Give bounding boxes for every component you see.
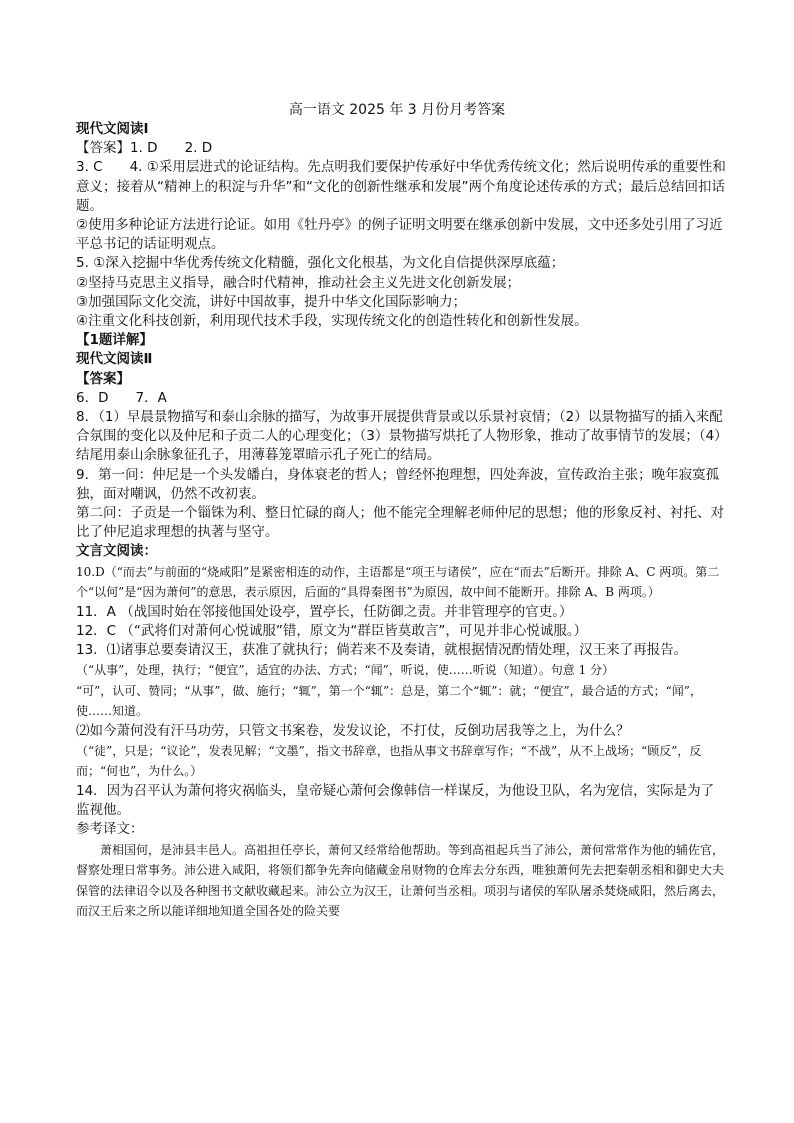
text-line: （“从事”，处理，执行；“便宜”，适宜的办法、方式；“闻”，听说，使……听说（知道）。句意 1 分） <box>76 663 615 678</box>
text-line: 10.D（“而去”与前面的“烧咸阳”是紧密相连的动作，主语都是“项王与诸侯”，应在“而去”后断开。排除 A、C 两项。第二个“以何”是“因为萧何”的意思，表示原因，后面的“具得秦图书”为原因，故中间不能断开。排除 A、B 两项。） <box>76 564 720 600</box>
text-line: 萧相国何，是沛县丰邑人。高祖担任亭长，萧何又经常给他帮助。等到高祖起兵当了沛公，萧何常常作为他的辅佐官，督察处理日常事务。沛公进入咸阳，将领们都争先奔向储藏金帛财物的仓库去分东西，唯独萧何先去把秦朝丞相和御史大夫保管的法律诏令以及各种图书文献收藏起来。沛公立为汉王，让萧何当丞相。项羽与诸侯的军队屠杀焚烧咸阳，然后离去，而汉王后来之所以能详细地知道全国各处的险关要 <box>76 842 725 919</box>
text-line: 现代文阅读Ⅱ <box>76 351 153 368</box>
text-line: 文言文阅读： <box>76 543 157 560</box>
text-line: 8．（1）早晨景物描写和泰山余脉的描写，为故事开展提供背景或以乐景衬哀情；（2）以景物描写的插入来配合氛围的变化以及仲尼和子贡二人的心理变化；（3）景物描写烘托了人物形象，推动了故事情节的发展；（4）结尾用泰山余脉象征孔子，用薄暮笼罩暗示孔子死亡的结局。 <box>76 409 723 464</box>
text-line: “可”，认可、赞同；“从事”，做、施行；“辄”，第一个“辄”：总是，第二个“辄”：就；“便宜”，最合适的方式；“闻”，使……知道。 <box>76 683 702 719</box>
text-line: 【答案】1. D 2. D <box>76 140 213 157</box>
text-line: 【答案】 <box>76 370 130 387</box>
document-title: 高一语文 2025 年 3 月份月考答案 <box>288 102 506 118</box>
document-body <box>76 120 726 922</box>
text-line: ③加强国际文化交流，讲好中国故事，提升中华文化国际影响力； <box>76 293 467 310</box>
text-line: ②使用多种论证方法进行论证。如用《牡丹亭》的例子证明文明要在继承创新中发展，文中还多处引用了习近平总书记的话证明观点。 <box>76 217 723 253</box>
text-line: 9．第一问：仲尼是一个头发皤白，身体衰老的哲人；曾经怀抱理想，四处奔波，宣传政治主张；晚年寂寞孤独，面对嘲讽，仍然不改初衷。 <box>76 466 720 502</box>
text-line: 13．⑴诸事总要奏请汉王，获准了就执行；倘若来不及奏请，就根据情况酌情处理，汉王来了再报告。 <box>76 642 688 659</box>
text-line: 6．D 7．A <box>76 389 167 406</box>
text-line: 3. C 4. ①采用层进式的论证结构。先点明我们要保护传承好中华优秀传统文化；然后说明传承的重要性和意义；接着从“精神上的积淀与升华”和“文化的创新性继承和发展”两个角度论述传承的方式；最后总结回扣话题。 <box>76 159 726 214</box>
text-line: ④注重文化科技创新，利用现代技术手段，实现传统文化的创造性转化和创新性发展。 <box>76 313 588 330</box>
text-line: 第二问：子贡是一个锱铢为利、整日忙碌的商人；他不能完全理解老师仲尼的思想；他的形象反衬、衬托、对比了仲尼追求理想的执著与坚守。 <box>76 505 724 541</box>
text-line: ⑵如今萧何没有汗马功劳，只管文书案卷，发发议论，不打仗，反倒功居我等之上，为什么？ <box>76 722 630 739</box>
text-line: 14．因为召平认为萧何将灾祸临头，皇帝疑心萧何会像韩信一样谋反，为他设卫队，名为宠信，实际是为了监视他。 <box>76 782 715 819</box>
text-line: 12．C （“武将们对萧何心悦诚服”错，原文为“群臣皆莫敢言”，可见并非心悦诚服。） <box>76 622 588 639</box>
text-line: 【1题详解】 <box>76 332 153 349</box>
text-line: 5. ①深入挖掘中华优秀传统文化精髓，强化文化根基，为文化自信提供深厚底蕴； <box>76 255 565 272</box>
text-line: （“徒”，只是；“议论”，发表见解；“文墨”，指文书辞章，也指从事文书辞章写作；“不战”，从不上战场；“顾反”，反而；“何也”，为什么。） <box>76 743 702 779</box>
text-line: 现代文阅读Ⅰ <box>76 121 149 137</box>
text-line: 11．A （战国时始在邻接他国处设亭，置亭长，任防御之责。并非管理亭的官吏。） <box>76 603 573 620</box>
text-line: 参考译文： <box>76 821 144 838</box>
text-line: ②坚持马克思主义指导，融合时代精神，推动社会主义先进文化创新发展； <box>76 274 521 291</box>
